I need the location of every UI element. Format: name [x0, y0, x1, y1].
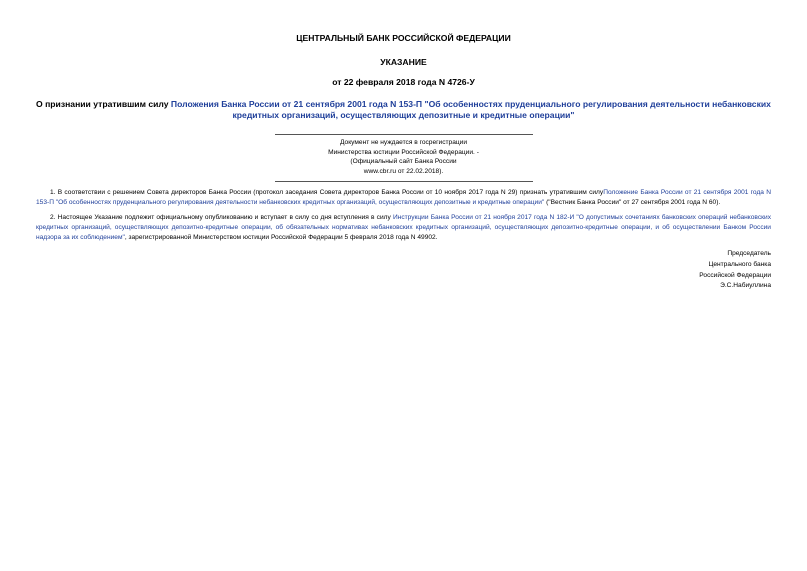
paragraph-2-text-after: , зарегистрированной Министерством юстиции Российской Федерации 5 февраля 2018 года N 49902.	[124, 233, 438, 241]
paragraph-2-text-before: 2. Настоящее Указание подлежит официальному опубликованию и вступает в силу со дня вступления в силу	[50, 213, 393, 221]
document-date-number: от 22 февраля 2018 года N 4726-У	[332, 77, 475, 87]
paragraph-1	[36, 188, 771, 208]
paragraph-1-text-before: 1. В соответствии с решением Совета директоров Банка России (протокол заседания Совета директоров Банка России от 10 ноября 2017 года N 29) признать утратившим силу	[50, 189, 604, 197]
signature-line-4: Э.С.Набиуллина	[720, 282, 771, 290]
registration-line-2: Министерства юстиции Российской Федерации. -	[328, 148, 479, 156]
paragraph-2	[36, 213, 771, 242]
subject-link[interactable]: Положения Банка России от 21 сентября 2001 года N 153-П "Об особенностях пруденциального регулирования деятельности небанковских кредитных организаций, осуществляющих депозитные и кредитные операции"	[170, 99, 771, 120]
document-type: УКАЗАНИЕ	[380, 57, 427, 67]
document-subject	[36, 99, 771, 121]
organization-title: ЦЕНТРАЛЬНЫЙ БАНК РОССИЙСКОЙ ФЕДЕРАЦИИ	[296, 33, 511, 43]
subject-prefix: О признании утратившим силу	[36, 99, 171, 109]
signature-block	[36, 249, 771, 291]
signature-line-1: Председатель	[727, 250, 771, 258]
registration-line-3: (Официальный сайт Банка России	[350, 158, 457, 166]
paragraph-1-text-after: ("Вестник Банка России" от 27 сентября 2001 года N 60).	[544, 199, 721, 207]
signature-line-3: Российской Федерации	[699, 271, 771, 279]
signature-line-2: Центрального банка	[708, 260, 771, 268]
paragraph-2-link[interactable]: Инструкции Банка России от 21 ноября 2017 года N 182-И "О допустимых сочетаниях банковских операций небанковских кредитных организаций, осуществляющих депозитно-кредитные операции, об обязательных нормативах небанковских кредитных организаций, осуществляющих депозитно-кредитные операции, и об осуществлении Банком России надзора за их соблюдением"	[36, 213, 771, 241]
paragraph-1-link[interactable]: Положение Банка России от 21 сентября 2001 года N 153-П "Об особенностях пруденциального регулирования деятельности небанковских кредитных организаций, осуществляющих депозитные и кредитные операции"	[36, 189, 771, 207]
registration-line-1: Документ не нуждается в госрегистрации	[339, 139, 468, 146]
registration-note	[275, 134, 533, 182]
registration-line-4: www.cbr.ru от 22.02.2018).	[363, 167, 444, 175]
document-page	[36, 32, 771, 292]
